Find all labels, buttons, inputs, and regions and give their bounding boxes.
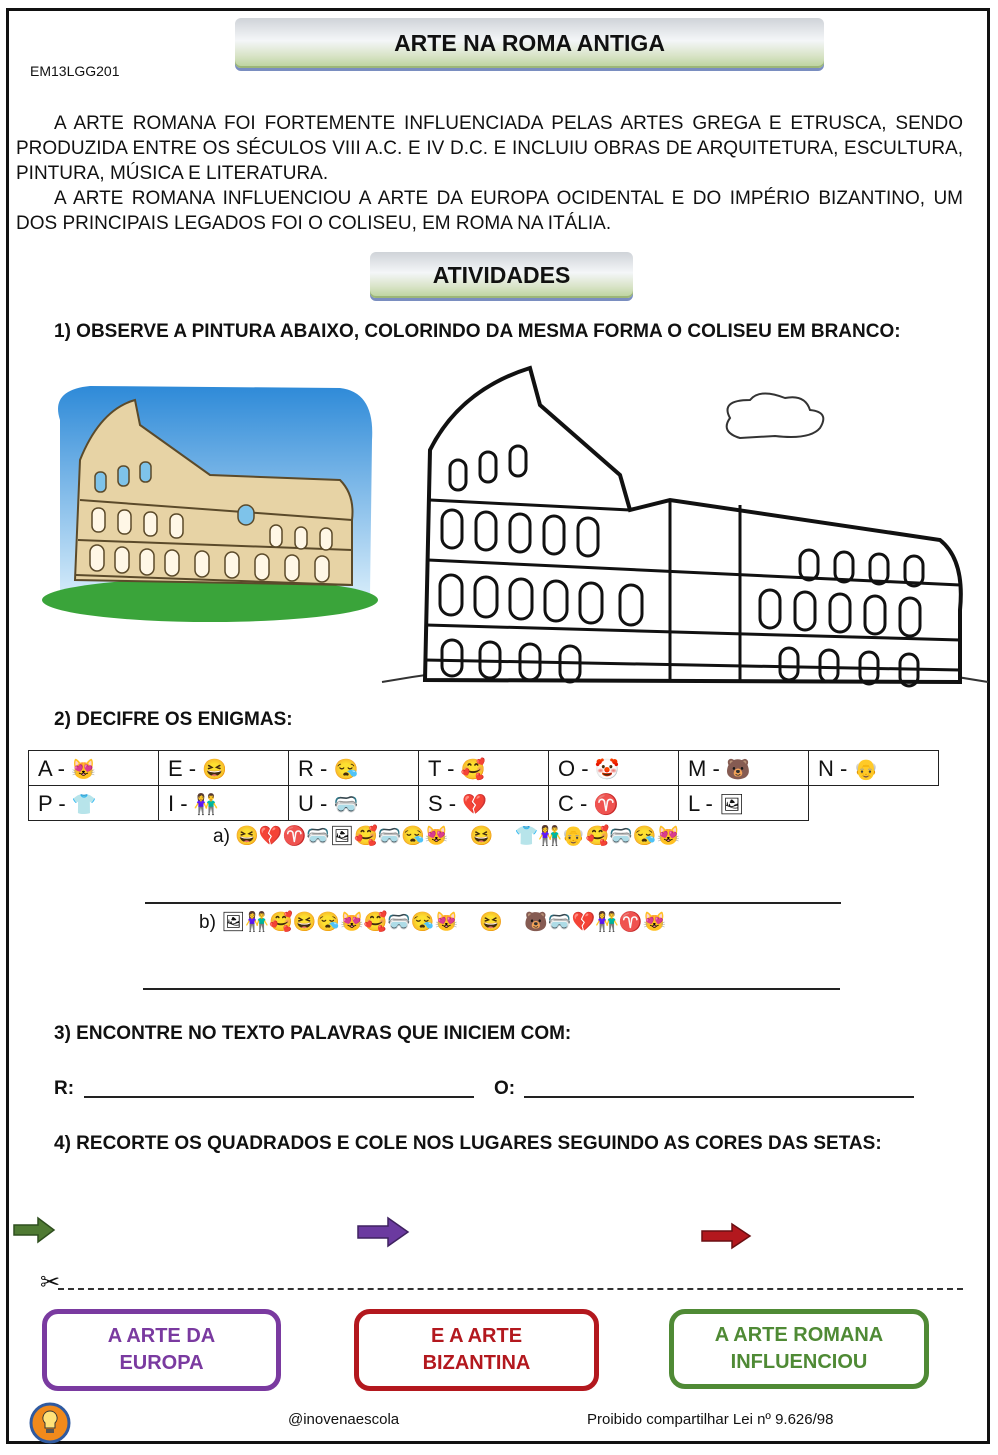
cipher-symbol-icon: 🥽 <box>333 794 359 816</box>
cipher-cell <box>288 750 419 786</box>
footer-handle: @inovenaescola <box>288 1411 400 1428</box>
title-banner <box>235 18 824 68</box>
curriculum-code: EM13LGG201 <box>30 63 120 79</box>
cipher-symbol-icon: 😪 <box>333 759 359 781</box>
red-arrow-icon <box>700 1222 752 1250</box>
cutout-box-europa-label: A ARTE DA EUROPA <box>107 1325 216 1374</box>
label-r: R: <box>54 1078 75 1099</box>
logo-icon <box>28 1402 72 1444</box>
cipher-cell <box>158 785 289 821</box>
cipher-letter: O - <box>558 756 589 781</box>
label-o: O: <box>494 1078 516 1099</box>
cipher-cell <box>28 750 159 786</box>
cipher-letter: P - <box>38 791 66 816</box>
answer-line-a[interactable] <box>145 902 841 904</box>
riddle-b-label: b) <box>199 912 216 933</box>
cipher-letter: N - <box>818 756 848 781</box>
green-arrow-icon <box>12 1216 56 1244</box>
cipher-letter: C - <box>558 791 588 816</box>
riddle-b-word-2: 😆 <box>479 912 504 933</box>
cipher-symbol-icon: 😆 <box>202 759 228 781</box>
cipher-symbol-icon: 🤡 <box>594 759 620 781</box>
cipher-symbol-icon: 👴 <box>853 759 879 781</box>
cut-line <box>58 1288 963 1290</box>
cutout-box-influenciou-label: A ARTE ROMANA INFLUENCIOU <box>714 1324 884 1373</box>
cipher-letter: E - <box>168 756 197 781</box>
cipher-letter: U - <box>298 791 328 816</box>
cipher-symbol-icon: 😻 <box>71 759 96 781</box>
cipher-symbol-icon: 💔 <box>462 794 488 816</box>
cipher-cell <box>808 750 939 786</box>
cipher-cell <box>158 750 289 786</box>
colored-colosseum-image <box>40 380 380 625</box>
cipher-symbol-icon: 👫 <box>193 794 219 816</box>
cipher-cell <box>548 785 679 821</box>
cipher-letter: L - <box>688 791 713 816</box>
cipher-letter: I - <box>168 791 188 816</box>
riddle-a-word-3: 👕👫👴🥰🥽😪😻 <box>514 826 681 847</box>
activities-banner <box>370 252 633 298</box>
footer-notice: Proibido compartilhar Lei nº 9.626/98 <box>587 1411 834 1428</box>
scissors-icon: ✂ <box>40 1269 61 1296</box>
answer-line-r[interactable] <box>84 1096 474 1098</box>
cutout-box-europa[interactable] <box>42 1309 281 1391</box>
cipher-symbol-icon: 🐻 <box>725 759 751 781</box>
cipher-symbol-icon: 🥰 <box>460 759 486 781</box>
riddle-a-word-1: 😆💔♈🥽🖼🥰🥽😪😻 <box>235 826 449 847</box>
riddle-b-word-3: 🐻🥽💔👫♈😻 <box>524 912 667 933</box>
answer-line-b[interactable] <box>143 988 840 990</box>
intro-paragraph-1: A ARTE ROMANA FOI FORTEMENTE INFLUENCIADA PELAS ARTES GREGA E ETRUSCA, SENDO PRODUZIDA ENTRE OS SÉCULOS VIII A.C. E IV D.C. E INCLUIU OBRAS DE ARQUITETURA, ESCULTURA, PINTURA, MÚSICA E LITERATURA. <box>16 113 963 184</box>
cipher-letter: R - <box>298 756 328 781</box>
cipher-cell <box>418 785 549 821</box>
cipher-cell <box>288 785 419 821</box>
intro-text <box>16 111 963 236</box>
answer-line-o[interactable] <box>524 1096 914 1098</box>
question-3: 3) ENCONTRE NO TEXTO PALAVRAS QUE INICIEM COM: <box>54 1023 572 1044</box>
riddle-b-word-1: 🖼👫🥰😆😪😻🥰🥽😪😻 <box>221 912 459 933</box>
riddle-a-word-2: 😆 <box>469 826 494 847</box>
cipher-cell <box>548 750 679 786</box>
cipher-cell <box>678 750 809 786</box>
cipher-cell <box>418 750 549 786</box>
cutout-box-influenciou[interactable] <box>669 1309 929 1389</box>
activities-title: ATIVIDADES <box>432 262 571 288</box>
cipher-letter: M - <box>688 756 720 781</box>
purple-arrow-icon <box>356 1216 410 1248</box>
question-1: 1) OBSERVE A PINTURA ABAIXO, COLORINDO DA MESMA FORMA O COLISEU EM BRANCO: <box>54 321 901 342</box>
question-4: 4) RECORTE OS QUADRADOS E COLE NOS LUGARES SEGUINDO AS CORES DAS SETAS: <box>54 1133 882 1154</box>
cipher-letter: T - <box>428 756 455 781</box>
riddle-a-label: a) <box>213 826 230 847</box>
question-2: 2) DECIFRE OS ENIGMAS: <box>54 709 293 730</box>
cipher-symbol-icon: 👕 <box>71 794 97 816</box>
riddle-b <box>199 910 666 934</box>
cipher-letter: S - <box>428 791 457 816</box>
cutout-box-bizantina-label: E A ARTE BIZANTINA <box>422 1325 531 1374</box>
intro-paragraph-2: A ARTE ROMANA INFLUENCIOU A ARTE DA EUROPA OCIDENTAL E DO IMPÉRIO BIZANTINO, UM DOS PRINCIPAIS LEGADOS FOI O COLISEU, EM ROMA NA ITÁLIA. <box>16 188 963 234</box>
cipher-symbol-icon: ♈ <box>593 794 619 816</box>
outline-colosseum-drawing <box>380 360 990 690</box>
cipher-letter: A - <box>38 756 65 781</box>
riddle-a <box>213 824 680 848</box>
cutout-box-bizantina[interactable] <box>354 1309 599 1391</box>
cipher-symbol-icon: 🖼 <box>718 794 745 816</box>
page-title: ARTE NA ROMA ANTIGA <box>394 30 665 56</box>
cipher-cell <box>28 785 159 821</box>
cipher-cell <box>678 785 809 821</box>
